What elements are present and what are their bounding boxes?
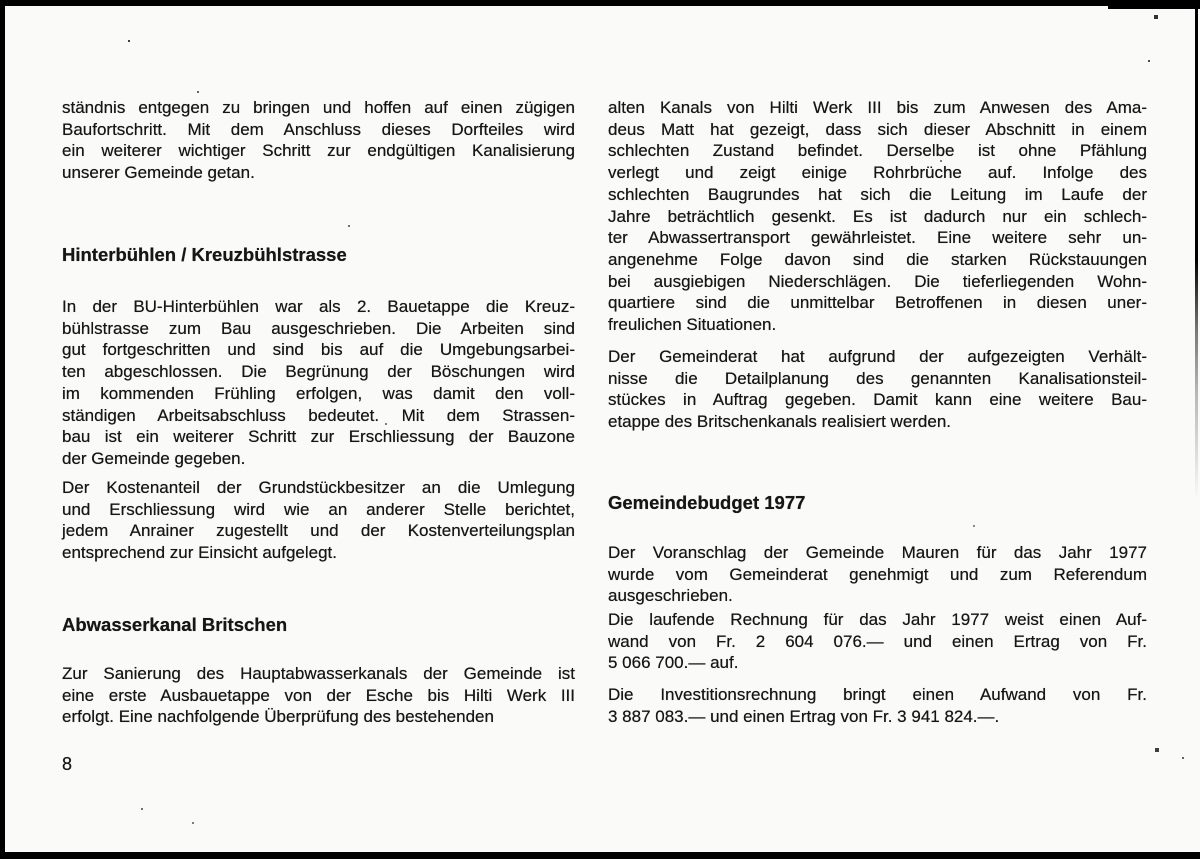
text-line: ausgeschrieben.	[608, 586, 733, 606]
paragraph-laufende-rechnung	[608, 609, 1147, 674]
text-line: schlechten Zustand befindet. Derselbe ist ohne Pfählung	[608, 141, 1147, 161]
paragraph-hinterbuehlen	[62, 296, 575, 470]
text-line: jedem Anrainer zugestellt und der Kostenverteilungsplan	[62, 521, 575, 541]
text-line: 3 887 083.— und einen Ertrag von Fr. 3 941 824.—.	[608, 706, 1000, 726]
text-line: Jahre beträchtlich gesenkt. Es ist dadurch nur ein schlech-	[608, 206, 1147, 226]
page-number: 8	[62, 754, 73, 774]
text-line: wand von Fr. 2 604 076.— und einen Ertrag von Fr.	[608, 631, 1147, 651]
text-line: Baufortschritt. Mit dem Anschluss dieses Dorfteiles wird	[62, 119, 575, 139]
right-column	[608, 0, 1147, 859]
text-line: Der Kostenanteil der Grundstückbesitzer an die Umlegung	[62, 478, 575, 497]
text-line: verlegt und zeigt einige Rohrbrüche auf. Infolge des	[608, 163, 1147, 183]
text-line: quartiere sind die unmittelbar Betroffenen in diesen uner-	[608, 293, 1147, 313]
text-line: Die laufende Rechnung für das Jahr 1977 weist einen Auf-	[608, 610, 1147, 629]
text-line: entsprechend zur Einsicht aufgelegt.	[62, 543, 338, 563]
section-heading-abwasserkanal: Abwasserkanal Britschen	[62, 614, 288, 636]
text-line: nisse die Detailplanung des genannten Kanalisationsteil-	[608, 368, 1147, 388]
text-line: erfolgt. Eine nachfolgende Überprüfung des bestehenden	[62, 707, 494, 727]
text-line: ständnis entgegen zu bringen und hoffen auf einen zügigen	[62, 98, 575, 117]
paragraph-investitionsrechnung	[608, 684, 1147, 727]
text-line: etappe des Britschenkanals realisiert werden.	[608, 412, 952, 432]
scan-border-right-line	[1195, 0, 1198, 500]
text-line: der Gemeinde gegeben.	[62, 448, 246, 468]
paragraph-voranschlag	[608, 542, 1147, 607]
text-line: Die Investitionsrechnung bringt einen Aufwand von Fr.	[608, 685, 1147, 704]
text-line: und Erschliessung wird wie an anderer Stelle berichtet,	[62, 499, 575, 519]
text-line: unserer Gemeinde getan.	[62, 163, 255, 183]
text-line: alten Kanals von Hilti Werk III bis zum Anwesen des Ama-	[608, 98, 1147, 117]
text-line: deus Matt hat gezeigt, dass sich dieser Abschnitt in einem	[608, 119, 1147, 139]
text-line: freulichen Situationen.	[608, 315, 777, 335]
paragraph-kostenanteil	[62, 477, 575, 564]
text-line: Der Voranschlag der Gemeinde Mauren für das Jahr 1977	[608, 543, 1147, 562]
text-line: ein weiterer wichtiger Schritt zur endgültigen Kanalisierung	[62, 141, 575, 161]
text-line: ter Abwassertransport gewährleistet. Eine weitere sehr un-	[608, 228, 1147, 248]
text-line: angenehme Folge davon sind die starken Rückstauungen	[608, 249, 1147, 269]
text-line: bühlstrasse zum Bau ausgeschrieben. Die Arbeiten sind	[62, 318, 575, 338]
text-line: 5 066 700.— auf.	[608, 653, 739, 673]
text-line: gut fortgeschritten und sind bis auf die Umgebungsarbei-	[62, 340, 575, 360]
text-line: wurde vom Gemeinderat genehmigt und zum Referendum	[608, 564, 1147, 584]
paragraph-kanal-zustand	[608, 97, 1147, 336]
text-line: ständigen Arbeitsabschluss bedeutet. Mit dem Strassen-	[62, 405, 575, 425]
section-heading-hinterbuehlen: Hinterbühlen / Kreuzbühlstrasse	[62, 244, 347, 266]
text-line: schlechten Baugrundes hat sich die Leitung im Laufe der	[608, 184, 1147, 204]
text-line: In der BU-Hinterbühlen war als 2. Bauetappe die Kreuz-	[62, 297, 575, 316]
text-line: Der Gemeinderat hat aufgrund der aufgezeigten Verhält-	[608, 347, 1147, 366]
text-line: ten abgeschlossen. Die Begrünung der Böschungen wird	[62, 362, 575, 382]
left-column	[62, 0, 575, 859]
text-line: im kommenden Frühling erfolgen, was damit den voll-	[62, 383, 575, 403]
paragraph-intro-continuation	[62, 97, 575, 184]
text-line: stückes in Auftrag gegeben. Damit kann eine weitere Bau-	[608, 390, 1147, 410]
text-line: Zur Sanierung des Hauptabwasserkanals der Gemeinde ist	[62, 664, 575, 683]
text-line: eine erste Ausbauetappe von der Esche bis Hilti Werk III	[62, 685, 575, 705]
paragraph-gemeinderat	[608, 346, 1147, 433]
section-heading-gemeindebudget: Gemeindebudget 1977	[608, 492, 806, 514]
scan-border-left	[0, 0, 5, 859]
text-line: bau ist ein weiterer Schritt zur Erschliessung der Bauzone	[62, 427, 575, 447]
paragraph-abwasserkanal	[62, 663, 575, 728]
text-line: bei ausgiebigen Niederschlägen. Die tieferliegenden Wohn-	[608, 271, 1147, 291]
